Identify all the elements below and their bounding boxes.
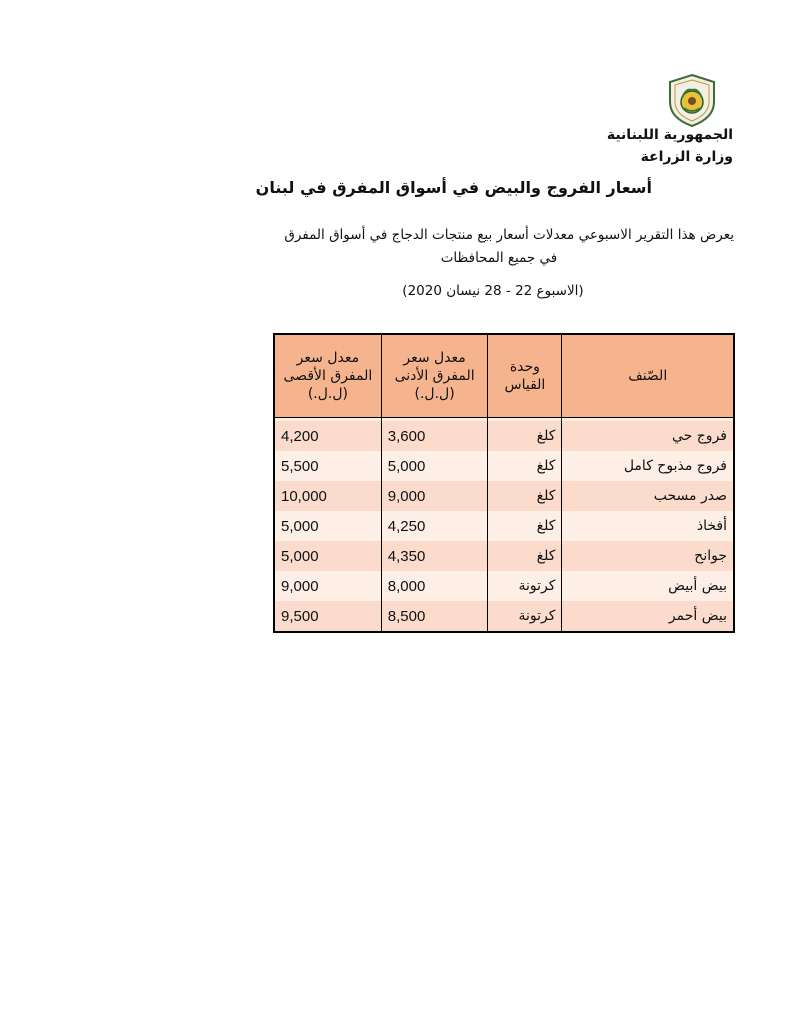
table-row: أفخاذ كلغ 4,250 5,000: [274, 511, 734, 541]
header-min-price: معدل سعر المفرق الأدنى (ل.ل.): [381, 334, 488, 418]
report-week: (الاسبوع 22 - 28 نيسان 2020): [402, 283, 584, 299]
report-title: أسعار الفروج والبيض في أسواق المفرق في لبنان: [255, 178, 652, 197]
header-item: الصّنف: [562, 334, 734, 418]
table-row: صدر مسحب كلغ 9,000 10,000: [274, 481, 734, 511]
table-header-row: [274, 334, 734, 418]
table-row: فروج مذبوح كامل كلغ 5,000 5,500: [274, 451, 734, 481]
country-name: الجمهورية اللبنانية: [606, 127, 733, 143]
prices-table: [273, 333, 735, 633]
ministry-emblem-icon: [664, 72, 720, 128]
header-unit: وحدة القياس: [488, 334, 562, 418]
ministry-name: وزارة الزراعة: [640, 149, 733, 165]
report-intro: [264, 224, 734, 270]
table-row: فروج حي كلغ 3,600 4,200: [274, 421, 734, 451]
table-row: بيض أبيض كرتونة 8,000 9,000: [274, 571, 734, 601]
table-row: بيض أحمر كرتونة 8,500 9,500: [274, 601, 734, 632]
intro-line-1: يعرض هذا التقرير الاسبوعي معدلات أسعار بيع منتجات الدجاج في أسواق المفرق: [284, 227, 734, 243]
header-max-price: معدل سعر المفرق الأقصى (ل.ل.): [274, 334, 381, 418]
table-row: جوانح كلغ 4,350 5,000: [274, 541, 734, 571]
ministry-heading: [607, 124, 733, 168]
intro-line-2: في جميع المحافظات: [440, 250, 558, 266]
